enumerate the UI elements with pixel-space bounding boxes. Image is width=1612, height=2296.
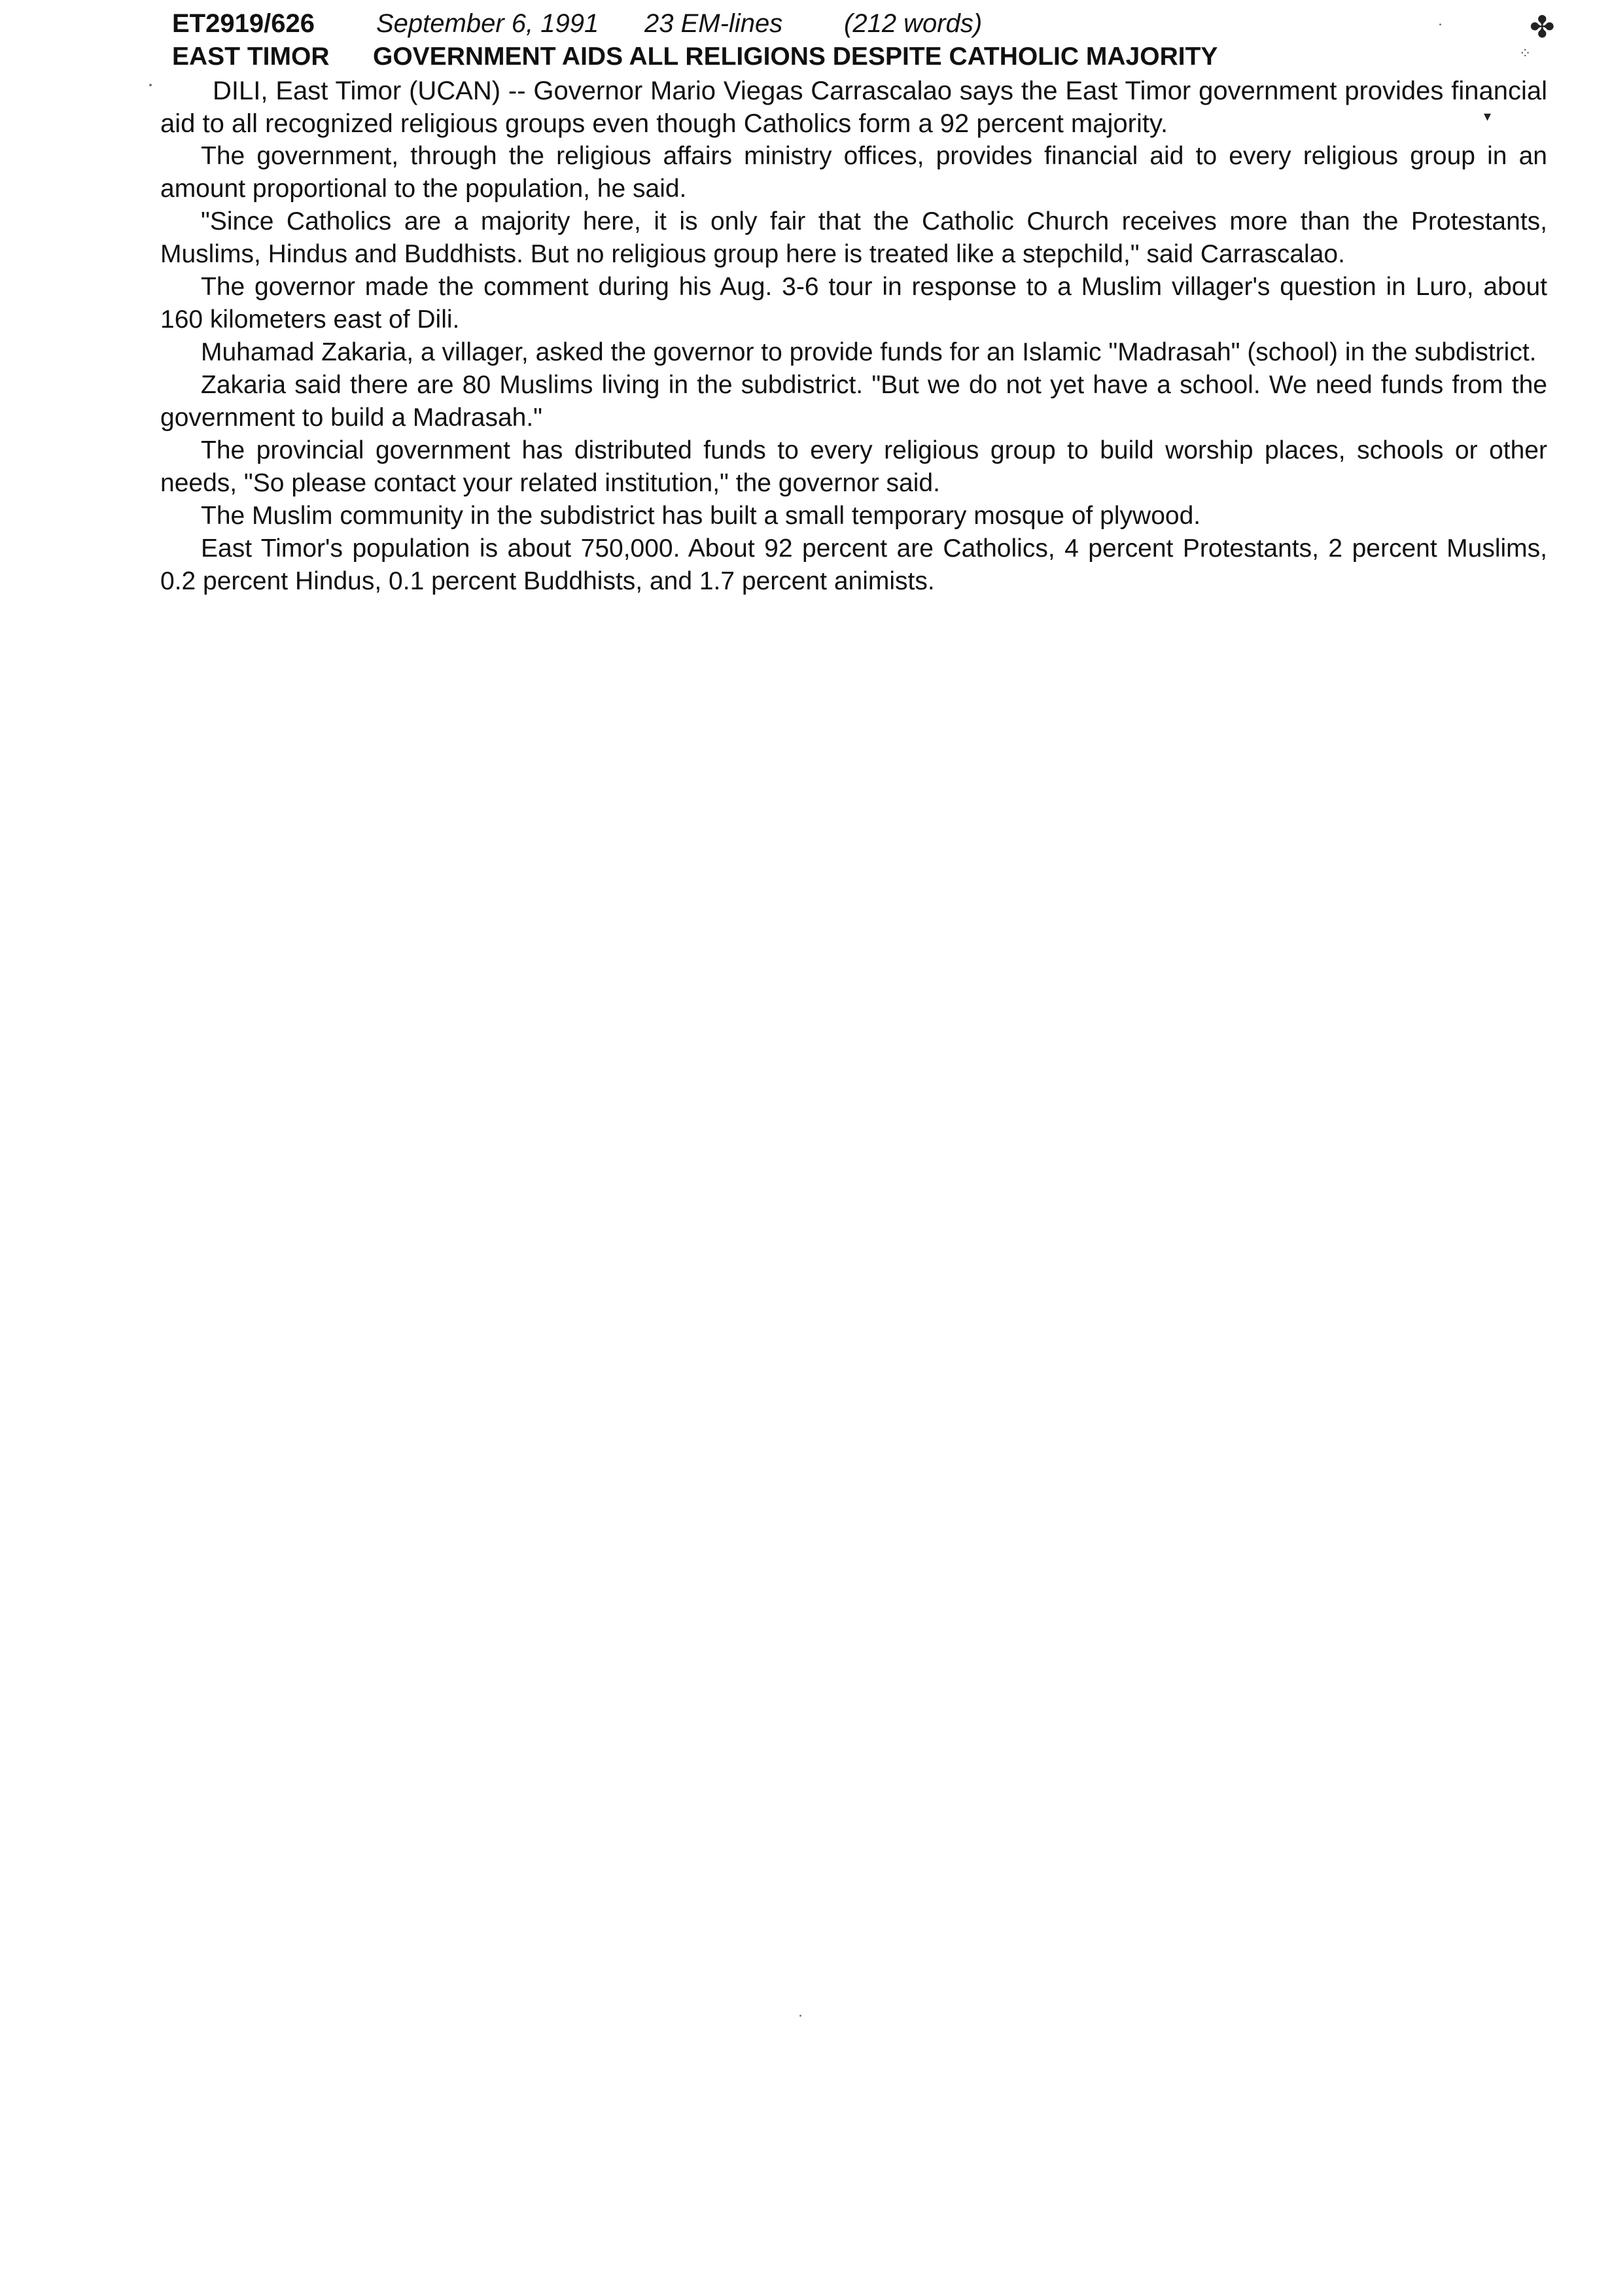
paragraph-9: East Timor's population is about 750,000. About 92 percent are Catholics, 4 percent Protestants, 2 percent Muslims, 0.2 percent Hindus, 0.1 percent Buddhists, and 1.7 percent animists.: [160, 534, 1547, 595]
article-body: [160, 75, 1547, 598]
headline-title: GOVERNMENT AIDS ALL RELIGIONS DESPITE CATHOLIC MAJORITY: [373, 43, 1218, 71]
paragraph-3: "Since Catholics are a majority here, it is only fair that the Catholic Church receives more than the Protestants, Muslims, Hindus and Buddhists. But no religious group here is treated like a stepchild," said Carrascalao.: [160, 207, 1547, 268]
paragraph-5: Muhamad Zakaria, a villager, asked the governor to provide funds for an Islamic "Madrasah" (school) in the subdistrict.: [201, 338, 1537, 366]
document-id: ET2919/626: [172, 9, 315, 38]
document-date: September 6, 1991: [376, 9, 599, 38]
document-page: [160, 7, 1547, 598]
arrow-mark-icon: ▾: [1484, 109, 1492, 125]
corner-scribble-icon: ⁘: [1519, 46, 1532, 62]
scan-speck: [799, 2015, 801, 2017]
paragraph-7: The provincial government has distributed funds to every religious group to build worship places, schools or other needs, "So please contact your related institution," the governor said.: [160, 436, 1547, 497]
paragraph-2: The government, through the religious affairs ministry offices, provides financial aid to every religious group in an amount proportional to the population, he said.: [160, 142, 1547, 203]
scan-speck: [149, 84, 152, 86]
document-header: [160, 7, 1547, 41]
corner-mark-icon: ✤: [1530, 9, 1555, 44]
paragraph-6: Zakaria said there are 80 Muslims living in the subdistrict. "But we do not yet have a school. We need funds from the government to build a Madrasah.": [160, 371, 1547, 432]
line-count: 23 EM-lines: [644, 9, 783, 38]
headline-slug: EAST TIMOR: [172, 43, 330, 71]
word-count: (212 words): [844, 9, 983, 38]
paragraph-8: The Muslim community in the subdistrict has built a small temporary mosque of plywood.: [201, 502, 1201, 530]
paragraph-1: DILI, East Timor (UCAN) -- Governor Mario Viegas Carrascalao says the East Timor government provides financial aid to all recognized religious groups even though Catholics form a 92 percent majority.: [160, 77, 1547, 138]
headline: [160, 41, 1547, 73]
scan-speck: [1439, 24, 1441, 26]
paragraph-4: The governor made the comment during his Aug. 3-6 tour in response to a Muslim villager's question in Luro, about 160 kilometers east of Dili.: [160, 273, 1547, 334]
